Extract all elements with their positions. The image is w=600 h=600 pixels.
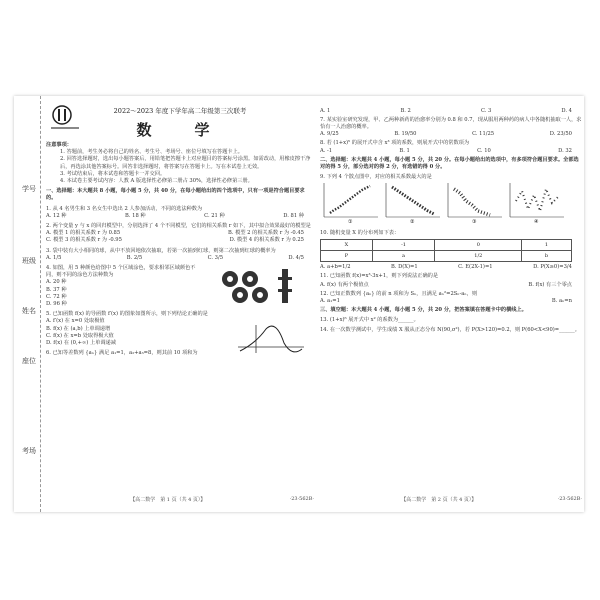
option: A. 12 种: [46, 212, 67, 219]
option: A. f′(x) 在 x=0 处取极值: [46, 318, 105, 325]
question-5: [46, 311, 314, 347]
page-number: 【高二数学 第 1 页（共 4 页）】: [130, 497, 206, 503]
option: B. aₙ=n: [551, 297, 572, 304]
option: D. 81 种: [283, 212, 304, 219]
option: D. 模型 4 的相关系数 r 为 0.25: [229, 237, 304, 244]
option: D. 4/5: [288, 254, 304, 261]
option: B. f(x) 在 (a,b) 上单调递增: [46, 325, 111, 332]
table-cell: 1: [522, 240, 571, 251]
region-coloring-figure: [216, 267, 306, 307]
question-9: 9. 下列 4 个散点图中，对应的相关系数最大的是: [320, 174, 432, 181]
binding-strip: [14, 96, 41, 512]
option: C. 72 种: [46, 293, 67, 300]
question-stem: 4. 如图，用 5 种颜色给图中 5 个区域涂色，要求相邻区域颜色不同，则不同的涂色方法种数为: [46, 265, 196, 279]
table-cell: 0: [435, 240, 522, 251]
option: A. a₁=1: [320, 297, 340, 304]
exam-title-line: 2022～2023 年度下学年高二年级第三次联考: [113, 107, 247, 115]
left-footer: [46, 496, 314, 503]
scatter-label: ②: [410, 219, 415, 224]
option: A. a+b=1/2: [320, 264, 351, 271]
section-heading: 一、选择题：本大题共 8 小题，每小题 5 分，共 40 分，在每小题给出的四个选项中，只有一项是符合题目要求的。: [46, 188, 305, 202]
option: B. 模型 2 的相关系数 r 为 -0.45: [228, 230, 304, 237]
option: A. -1: [320, 147, 333, 154]
right-footer: [320, 496, 582, 503]
option: C. 3: [480, 108, 492, 114]
option: C. E(2X-1)=1: [458, 264, 493, 271]
question-10: 10. 随机变量 X 的分布列如下表：: [320, 230, 400, 237]
notice-item: 4. 本试卷主要考试内容：人教 A 版选择性必修第二册占 30%，选择性必修第三册。: [60, 178, 253, 185]
binding-label: 座位: [22, 357, 36, 365]
option: D. 23/50: [549, 131, 572, 138]
question-3: [46, 248, 314, 262]
option: D. 4: [561, 108, 572, 114]
section-heading: 二、选择题：本大题共 4 小题，每小题 5 分，共 20 分。在每小题给出的选项中，有多项符合题目要求。全部选对的得 5 分，部分选对的得 2 分，有选错的得 0 分。: [320, 156, 579, 170]
option: A. f(x) 有两个极值点: [320, 281, 369, 288]
option: B. 1: [399, 147, 410, 154]
subject-title: 数 学: [136, 121, 224, 139]
binding-label: 学号: [22, 185, 36, 193]
binding-label: 姓名: [22, 307, 36, 315]
option: D. 96 种: [46, 301, 67, 308]
table-cell: X: [321, 240, 373, 251]
question-11: 11. 已知函数 f(x)=x³-3x+1，则下列说法正确的是: [320, 273, 439, 280]
publisher-logo: [48, 104, 82, 132]
distribution-table: [320, 239, 572, 262]
table-cell: a: [372, 251, 434, 262]
exam-code: ·23·562B·: [557, 496, 582, 502]
scatter-label: ④: [534, 219, 539, 224]
question-6: 6. 已知等差数列 {aₙ} 满足 a₁=1，a₂+a₃=8，则其前 10 项和为: [46, 350, 198, 357]
page-number: 【高二数学 第 2 页（共 4 页）】: [401, 497, 477, 503]
question-2: [46, 223, 314, 245]
option: C. 21 种: [204, 212, 225, 219]
binding-label: 考场: [22, 447, 36, 455]
option: A. 1: [320, 108, 331, 114]
question-12: 12. 已知正数数列 {aₙ} 的前 n 项和为 Sₙ，且满足 aₙ²=2Sₙ-aₙ，则: [320, 290, 478, 297]
notice-item: 3. 考试结束后，将本试卷和答题卡一并交回。: [60, 170, 166, 177]
question-stem: 1. 从 4 名男生和 3 名女生中选出 2 人参加活动，不同的选法种数为: [46, 205, 203, 212]
option: D. P(X≥0)=3/4: [533, 264, 572, 271]
option: B. 2/5: [126, 254, 143, 261]
option: B. D(X)=1: [391, 264, 418, 271]
option: C. 10: [477, 147, 491, 154]
left-page: [46, 100, 314, 505]
exam-sheet: [14, 96, 584, 512]
question-7: 7. 某实验室研究发现，甲、乙两种新药的治愈率分别为 0.8 和 0.7，现从服用两种药的病人中各随机抽取一人，求恰有一人治愈的概率。: [320, 117, 582, 131]
question-13: 13. (1+x)⁶ 展开式中 x² 的系数为______。: [320, 317, 419, 324]
notice-item: 1. 答题前，考生务必将自己的姓名、考生号、考场号、座位号填写在答题卡上。: [60, 149, 243, 156]
option: C. 3/5: [207, 254, 223, 261]
right-page: [320, 100, 582, 505]
exam-code: ·23·562B·: [289, 496, 314, 502]
option: B. 2: [400, 108, 411, 114]
scatter-label: ③: [472, 219, 477, 224]
question-stem: 5. 已知函数 f(x) 的导函数 f′(x) 的图象如图所示，则下列结论正确的是: [46, 311, 208, 318]
question-1: [46, 206, 314, 220]
section-heading: 三、填空题：本大题共 4 小题，每小题 5 分，共 20 分，把答案填在答题卡中的横线上。: [320, 306, 527, 313]
option: C. f(x) 在 x=b 处取得极大值: [46, 332, 114, 339]
option: C. 模型 3 的相关系数 r 为 -0.95: [46, 237, 122, 244]
question-4: [46, 265, 314, 308]
scatter-plots-figure: [320, 181, 570, 223]
option: A. 20 种: [46, 279, 67, 286]
option: B. 18 种: [125, 212, 146, 219]
option: B. 19/50: [394, 131, 417, 138]
question-stem: 2. 两个变量 y 与 x 的回归模型中，分别选择了 4 个不同模型，它们的相关系数 r 如下，其中拟合效果最好的模型是: [46, 223, 311, 230]
option: B. f(x) 有三个零点: [528, 281, 572, 288]
derivative-graph-figure: [236, 323, 306, 355]
notice-title: 注意事项：: [46, 142, 72, 148]
question-14: 14. 在一次数学测试中，学生成绩 X 服从正态分布 N(90,σ²)，若 P(X>120)=0.2，则 P(60<X<90)=______。: [320, 327, 580, 334]
table-cell: -1: [372, 240, 434, 251]
table-cell: 1/2: [435, 251, 522, 262]
question-8: 8. 若 (1+x)⁵ 的展开式中含 x³ 项的系数，则展开式中的常数项为: [320, 140, 470, 147]
table-cell: P: [321, 251, 373, 262]
option: D. f(x) 在 (0,+∞) 上单调递减: [46, 340, 116, 347]
option: B. 37 种: [46, 286, 67, 293]
option: A. 1/5: [46, 254, 62, 261]
option: A. 模型 1 的相关系数 r 为 0.85: [46, 230, 121, 237]
question-stem: 3. 袋中装有大小相同的球，从中不放回地依次抽取，若第一次抽到红球，则第二次抽到红球的概率为: [46, 247, 276, 254]
binding-label: 班级: [22, 257, 36, 265]
option: A. 9/25: [320, 131, 339, 138]
scatter-label: ①: [348, 219, 353, 224]
table-cell: b: [522, 251, 571, 262]
option: C. 11/25: [472, 131, 495, 138]
option: D. 32: [558, 147, 572, 154]
notice-item: 2. 回答选择题时，选出每小题答案后，用铅笔把答题卡上对应题目的答案标号涂黑。如需改动，用橡皮擦干净后，再选涂其他答案标号。回答非选择题时，将答案写在答题卡上。写在本试卷上无效。: [60, 156, 311, 170]
